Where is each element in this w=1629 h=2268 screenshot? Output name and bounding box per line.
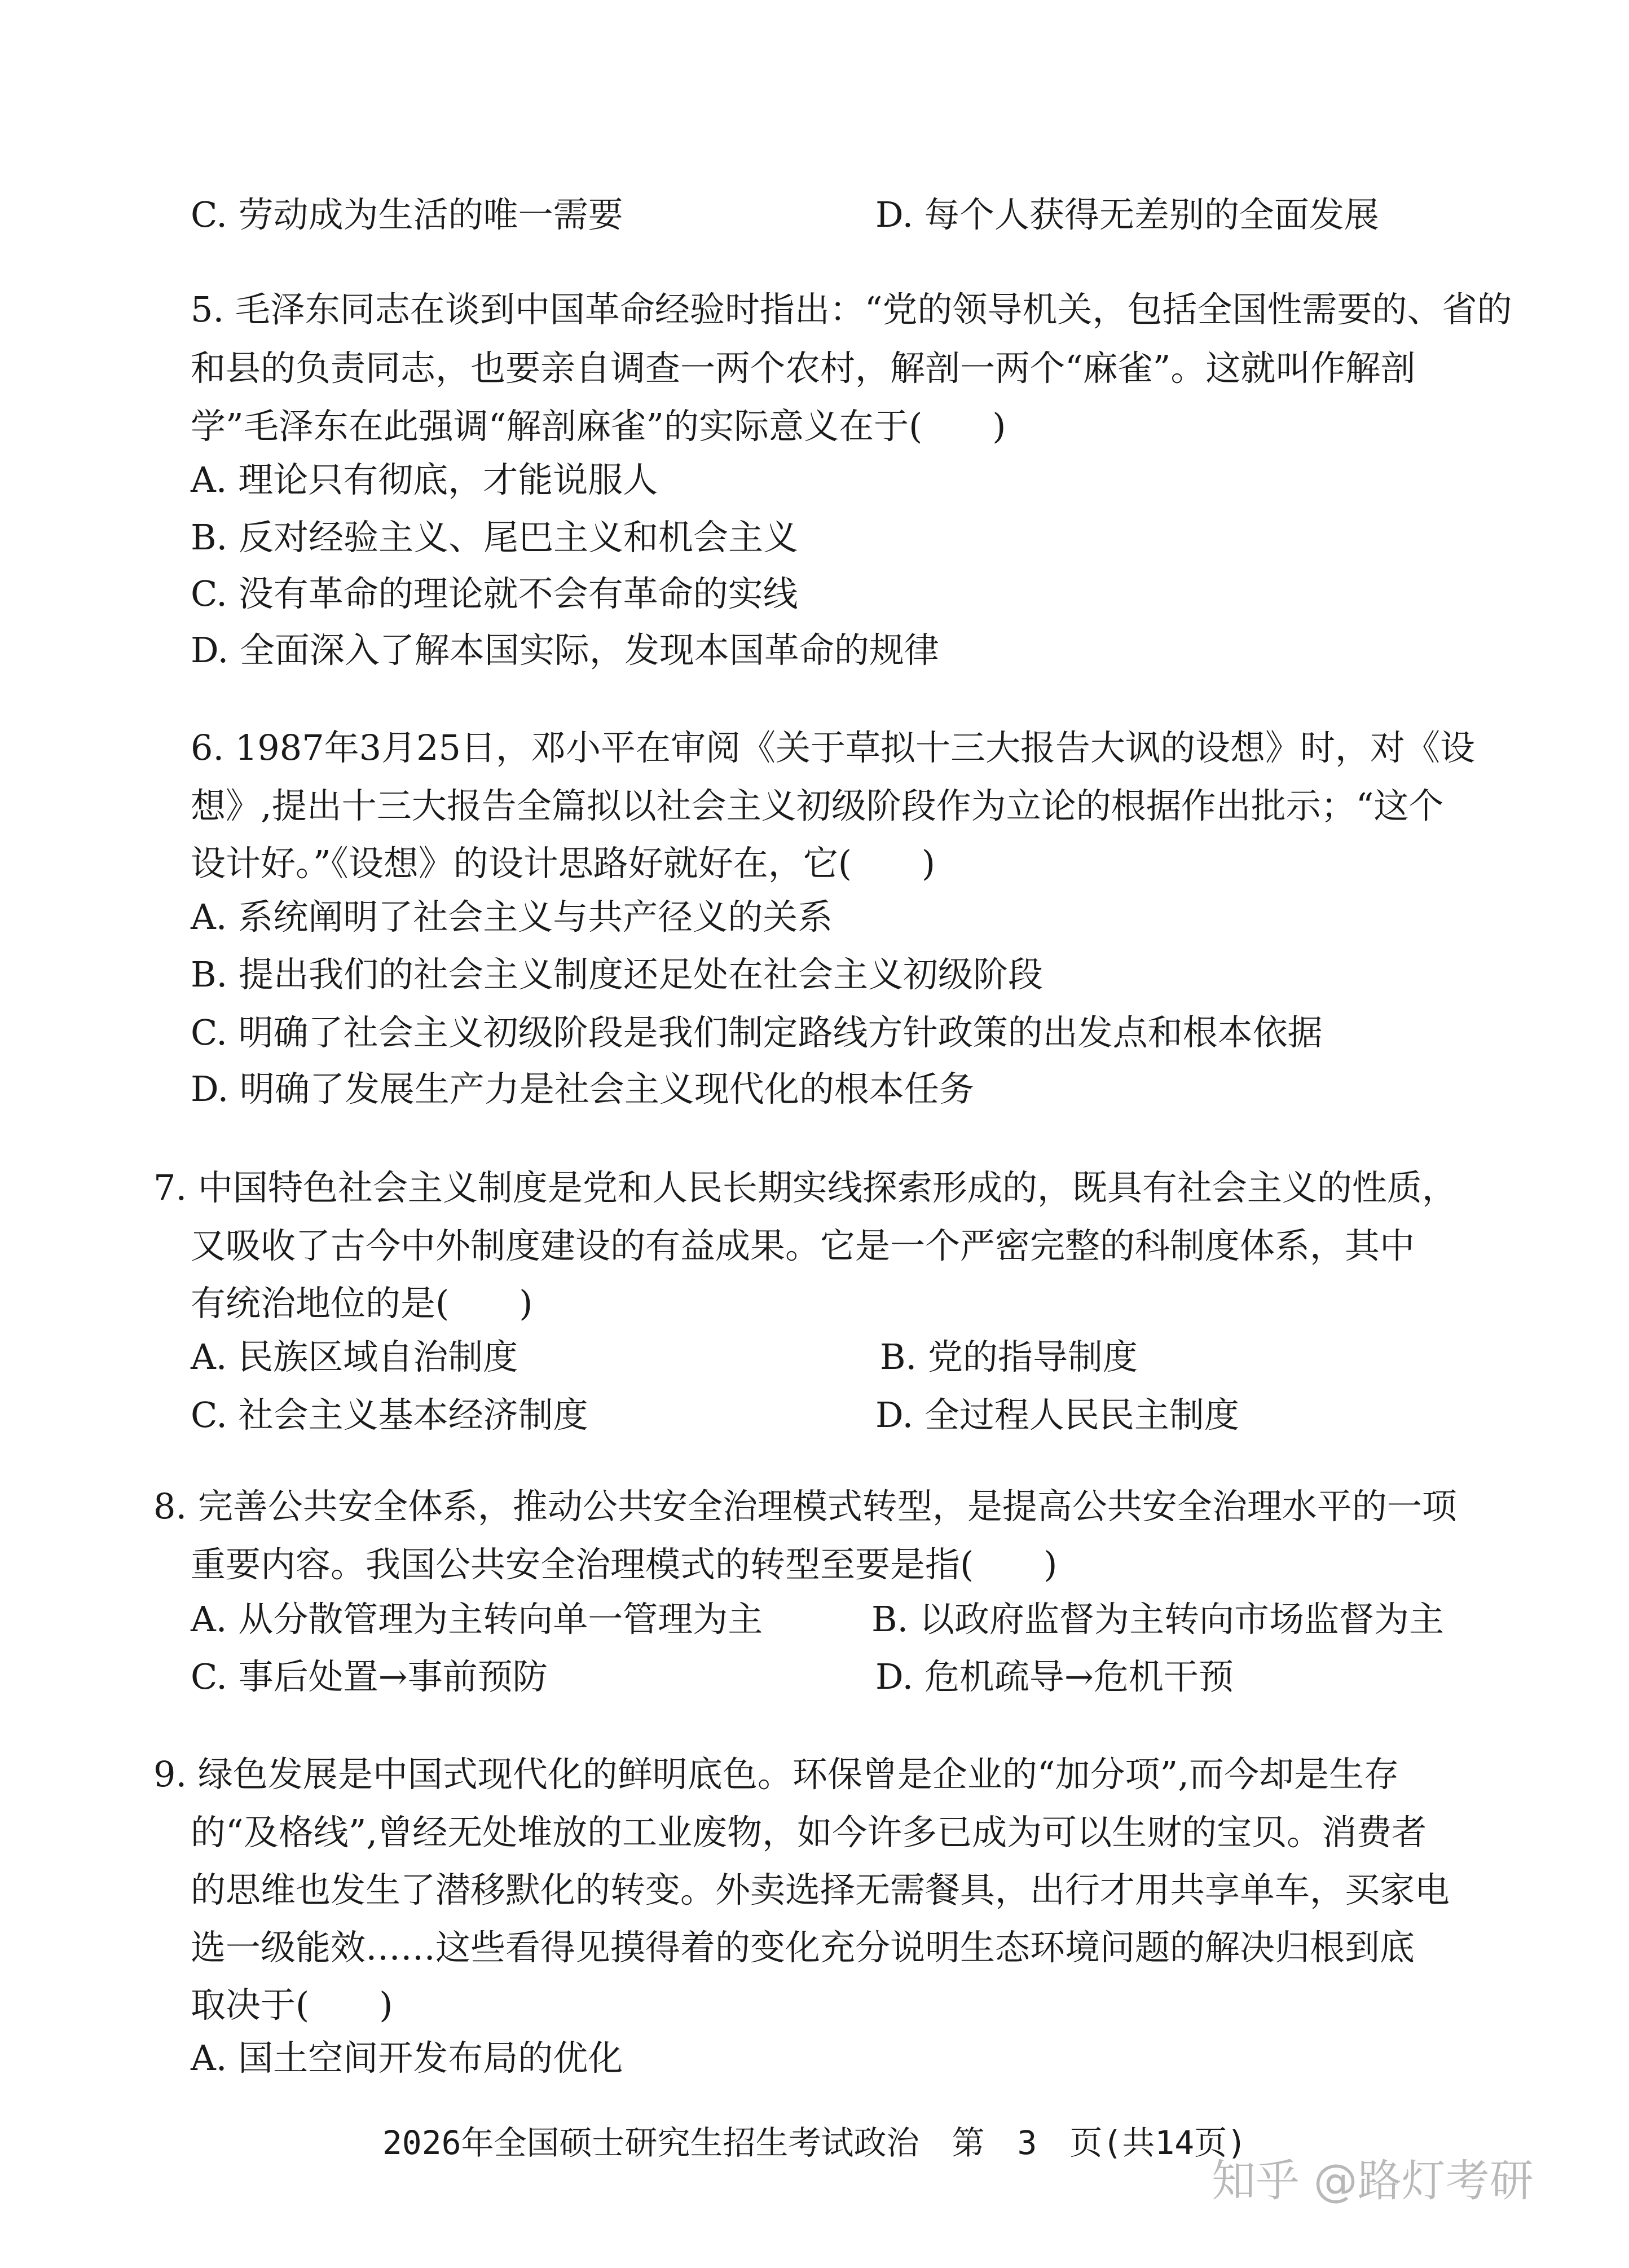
q8-option-c: C. 事后处置→事前预防 xyxy=(191,1656,548,1697)
q7-option-c: C. 社会主义基本经济制度 xyxy=(191,1394,588,1435)
q9-stem-line-1: 9. 绿色发展是中国式现代化的鲜明底色。环保曾是企业的“加分项”,而今却是生存 xyxy=(153,1754,1399,1795)
q9-stem-line-3: 的思维也发生了潜移默化的转变。外卖选择无需餐具，出行才用共享单车，买家电 xyxy=(191,1869,1450,1910)
q7-stem-line-2: 又吸收了古今中外制度建设的有益成果。它是一个严密完整的科制度体系，其中 xyxy=(191,1225,1415,1266)
q5-option-b: B. 反对经验主义、尾巴主义和机会主义 xyxy=(191,517,798,558)
q9-stem-line-4: 选一级能效……这些看得见摸得着的变化充分说明生态环境问题的解决归根到底 xyxy=(191,1927,1415,1968)
q9-option-a: A. 国土空间开发布局的优化 xyxy=(191,2037,623,2078)
q8-stem-line-1: 8. 完善公共安全体系，推动公共安全治理模式转型，是提高公共安全治理水平的一项 xyxy=(153,1486,1457,1527)
q6-option-a: A. 系统阐明了社会主义与共产径义的关系 xyxy=(191,896,833,937)
q9-stem-line-2: 的“及格线”,曾经无处堆放的工业废物，如今许多已成为可以生财的宝贝。消费者 xyxy=(191,1812,1427,1853)
q7-option-a: A. 民族区域自治制度 xyxy=(191,1336,518,1377)
q7-option-b: B. 党的指导制度 xyxy=(880,1336,1138,1377)
q4-option-d: D. 每个人获得无差别的全面发展 xyxy=(875,194,1379,235)
q6-stem-line-2: 想》,提出十三大报告全篇拟以社会主义初级阶段作为立论的根据作出批示；“这个 xyxy=(191,785,1444,826)
q8-option-d: D. 危机疏导→危机干预 xyxy=(875,1656,1234,1697)
q7-stem-line-1: 7. 中国特色社会主义制度是党和人民长期实线探索形成的，既具有社会主义的性质， xyxy=(153,1167,1457,1208)
q8-option-a: A. 从分散管理为主转向单一管理为主 xyxy=(191,1598,763,1640)
page-footer: 2026年全国硕士研究生招生考试政治 第 3 页(共14页) xyxy=(382,2124,1247,2162)
q6-stem-line-1: 6. 1987年3月25日，邓小平在审阅《关于草拟十三大报告大讽的设想》时，对《设 xyxy=(191,727,1475,768)
zhihu-watermark: 知乎 @路灯考研 xyxy=(1212,2156,1534,2207)
q5-option-c: C. 没有革命的理论就不会有革命的实线 xyxy=(191,573,798,614)
q6-option-b: B. 提出我们的社会主义制度还足处在社会主义初级阶段 xyxy=(191,954,1043,995)
q6-stem-line-3: 设计好。”《设想》的设计思路好就好在，它( ) xyxy=(191,843,936,884)
q4-option-c: C. 劳动成为生活的唯一需要 xyxy=(191,194,623,235)
q5-option-a: A. 理论只有彻底，才能说服人 xyxy=(191,459,658,500)
q6-option-c: C. 明确了社会主义初级阶段是我们制定路线方针政策的出发点和根本依据 xyxy=(191,1012,1323,1053)
q7-option-d: D. 全过程人民民主制度 xyxy=(875,1394,1239,1435)
q5-stem-line-1: 5. 毛泽东同志在谈到中国革命经验时指出：“党的领导机关，包括全国性需要的、省的 xyxy=(191,289,1512,330)
q9-stem-line-5: 取决于( ) xyxy=(191,1984,393,2025)
q7-stem-line-3: 有统治地位的是( ) xyxy=(191,1283,533,1324)
q8-stem-line-2: 重要内容。我国公共安全治理模式的转型至要是指( ) xyxy=(191,1544,1058,1585)
q6-option-d: D. 明确了发展生产力是社会主义现代化的根本任务 xyxy=(191,1068,974,1109)
q8-option-b: B. 以政府监督为主转向市场监督为主 xyxy=(871,1598,1444,1640)
q5-stem-line-3: 学”毛泽东在此强调“解剖麻雀”的实际意义在于( ) xyxy=(191,406,1006,447)
q5-option-d: D. 全面深入了解本国实际，发现本国革命的规律 xyxy=(191,629,939,671)
q5-stem-line-2: 和县的负责同志，也要亲自调查一两个农村，解剖一两个“麻雀”。这就叫作解剖 xyxy=(191,347,1416,389)
